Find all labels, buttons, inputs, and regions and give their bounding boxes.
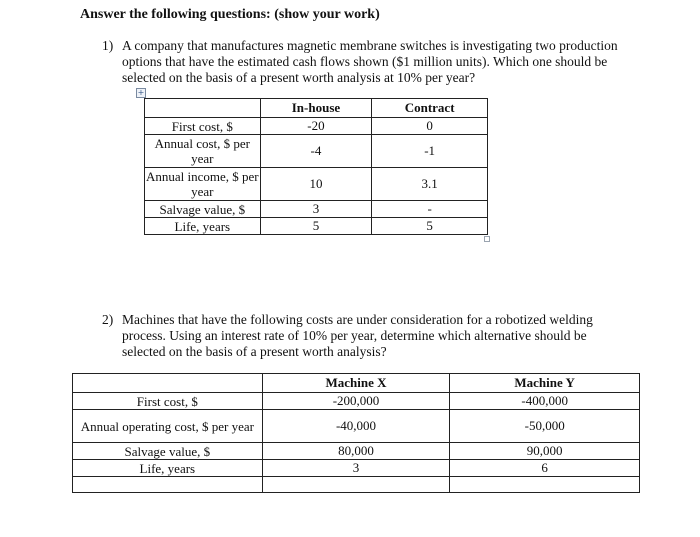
table-row	[145, 168, 488, 201]
contract-value: -	[372, 201, 488, 218]
resize-handle-icon[interactable]	[484, 236, 490, 242]
table-row	[145, 135, 488, 168]
header-in-house: In-house	[260, 99, 372, 118]
question-2	[102, 312, 632, 360]
machine-x-value	[262, 477, 450, 493]
machine-y-value: 6	[450, 460, 640, 477]
table-row	[73, 410, 640, 443]
row-label: Salvage value, $	[145, 201, 261, 218]
move-handle-icon[interactable]: +	[137, 88, 145, 97]
row-label: Annual operating cost, $ per year	[73, 410, 263, 443]
contract-value: 3.1	[372, 168, 488, 201]
page-heading: Answer the following questions: (show your work)	[80, 7, 380, 22]
table-row	[73, 477, 640, 493]
header-machine-x: Machine X	[262, 374, 450, 393]
header-cell-empty	[145, 99, 261, 118]
row-label: Annual income, $ per year	[146, 169, 259, 199]
question-2-text: Machines that have the following costs are under consideration for a robotized welding process. Using an interest rate of 10% per year, determine which alternative should be selected on the basis of a present worth analysis?	[122, 312, 593, 359]
header-cell-empty	[73, 374, 263, 393]
row-label: First cost, $	[73, 393, 263, 410]
in-house-value: -20	[260, 118, 372, 135]
table-header-row	[73, 374, 640, 393]
row-label	[73, 477, 263, 493]
machine-y-value: -400,000	[450, 393, 640, 410]
table-row	[73, 443, 640, 460]
question-2-number: 2)	[102, 312, 114, 327]
question-1	[102, 38, 632, 86]
question-1-number: 1)	[102, 38, 114, 53]
contract-value: -1	[372, 135, 488, 168]
machine-y-value	[450, 477, 640, 493]
header-contract: Contract	[372, 99, 488, 118]
in-house-value: 5	[260, 218, 372, 235]
machine-x-value: 3	[262, 460, 450, 477]
table-row	[145, 118, 488, 135]
question-1-text: A company that manufactures magnetic membrane switches is investigating two production options that have the estimated cash flows shown ($1 million units). Which one should be selected on the basis of a present worth analysis at 10% per year?	[122, 38, 618, 85]
machine-y-value: -50,000	[450, 410, 640, 443]
machine-x-value: 80,000	[262, 443, 450, 460]
contract-value: 0	[372, 118, 488, 135]
machine-x-value: -200,000	[262, 393, 450, 410]
table-header-row	[145, 99, 488, 118]
contract-value: 5	[372, 218, 488, 235]
row-label: First cost, $	[145, 118, 261, 135]
row-label: Life, years	[73, 460, 263, 477]
header-machine-y: Machine Y	[450, 374, 640, 393]
table-row	[73, 393, 640, 410]
machine-x-value: -40,000	[262, 410, 450, 443]
in-house-value: 3	[260, 201, 372, 218]
in-house-value: -4	[260, 135, 372, 168]
table-row	[145, 201, 488, 218]
row-label: Annual cost, $ per year	[145, 135, 261, 168]
table-row	[73, 460, 640, 477]
row-label: Life, years	[145, 218, 261, 235]
cash-flow-table	[144, 98, 488, 235]
in-house-value: 10	[260, 168, 372, 201]
machine-costs-table	[72, 373, 640, 493]
row-label: Salvage value, $	[73, 443, 263, 460]
machine-y-value: 90,000	[450, 443, 640, 460]
table-row	[145, 218, 488, 235]
